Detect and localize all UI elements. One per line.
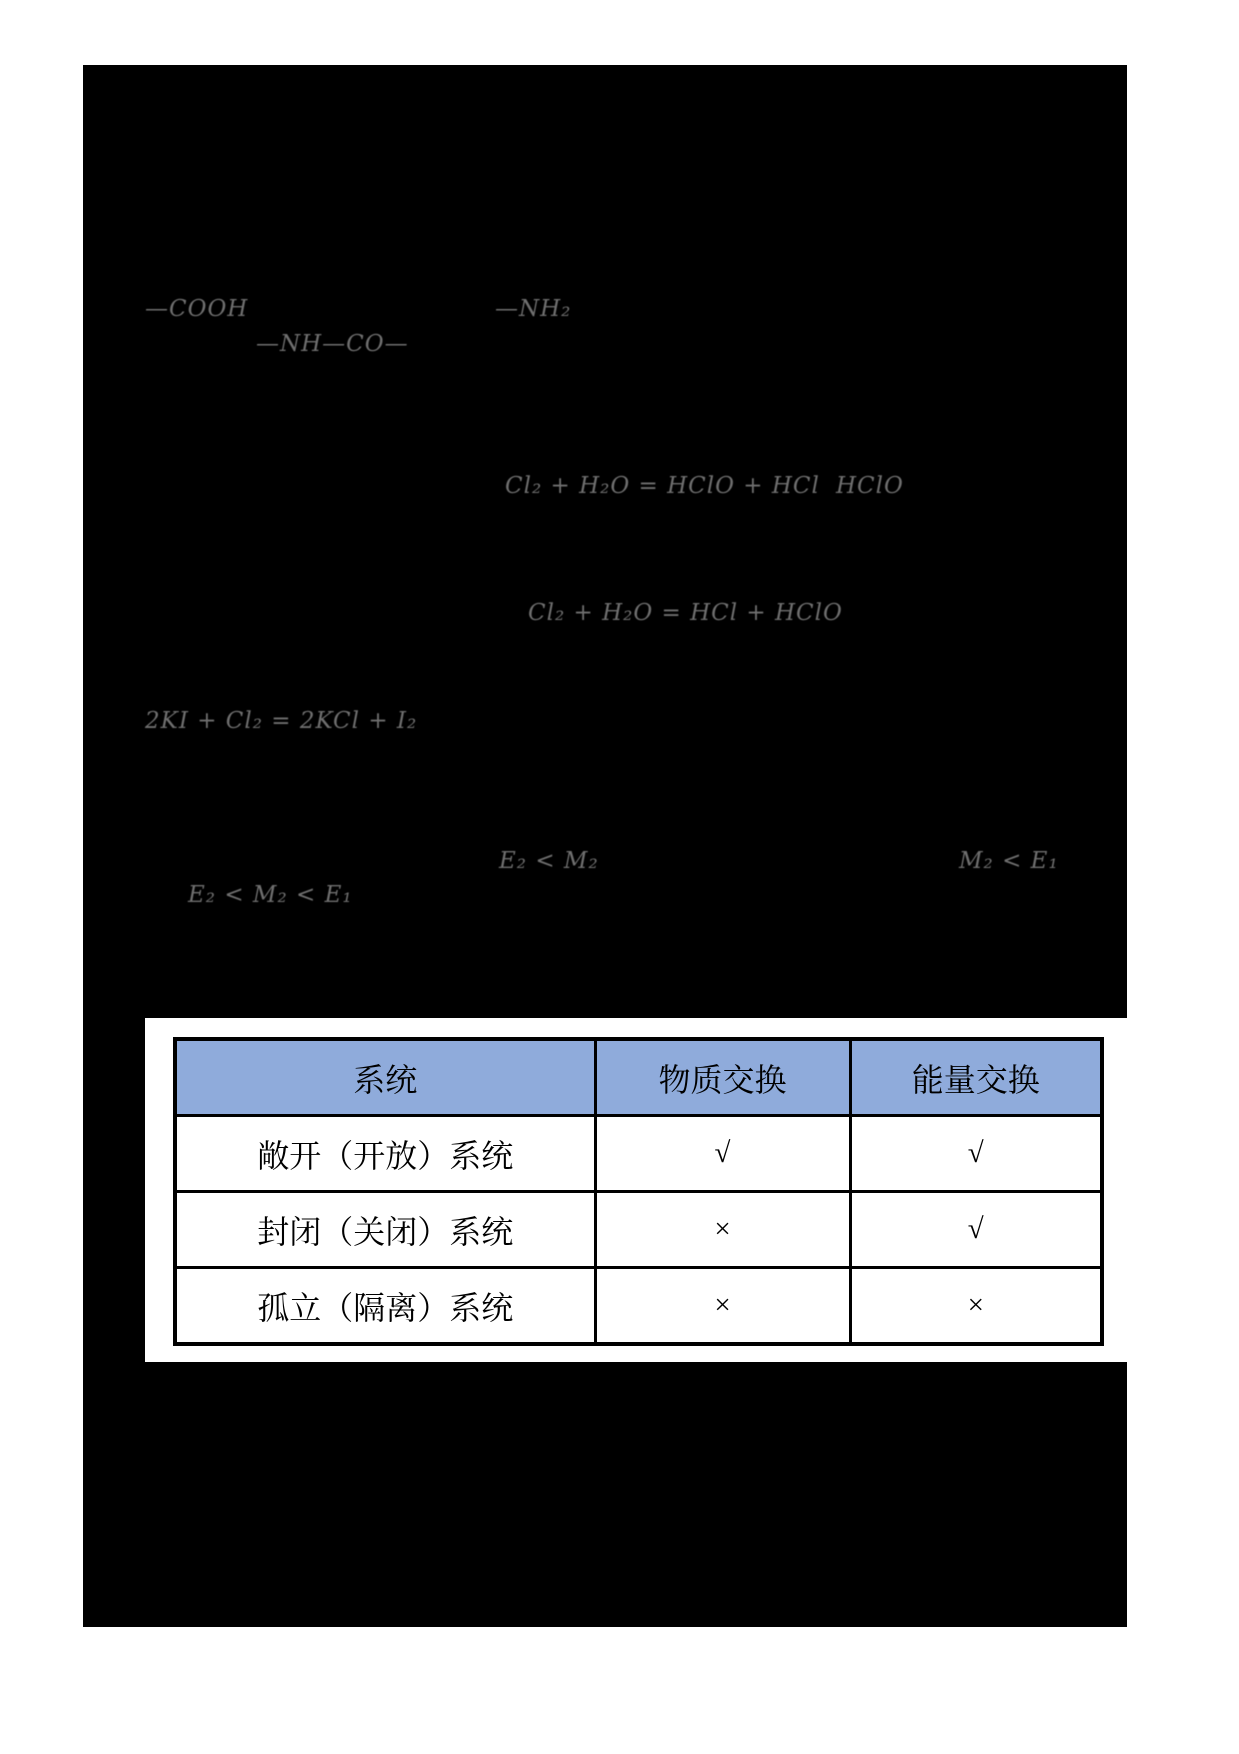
systems-table: [173, 1037, 1104, 1346]
cell-open-system-matter: √: [595, 1116, 850, 1192]
formula-chlorine-water: Cl₂ + H₂O = HClO + HCl: [505, 473, 820, 499]
header-matter-exchange: 物质交换: [595, 1039, 850, 1116]
table-row: [175, 1116, 1102, 1192]
cell-isolated-system-energy: ×: [850, 1268, 1102, 1345]
formula-inequality-right: M₂ < E₁: [959, 848, 1059, 874]
formula-hclo: HClO: [836, 473, 904, 499]
formula-inequality-combined: E₂ < M₂ < E₁: [188, 882, 353, 908]
header-system: 系统: [175, 1039, 595, 1116]
cell-isolated-system-matter: ×: [595, 1268, 850, 1345]
table-section: [145, 1018, 1239, 1362]
cell-closed-system-energy: √: [850, 1192, 1102, 1268]
cell-isolated-system-label: 孤立（隔离）系统: [175, 1268, 595, 1345]
formula-amino-group: —NH₂: [495, 296, 572, 322]
cell-open-system-label: 敞开（开放）系统: [175, 1116, 595, 1192]
header-energy-exchange: 能量交换: [850, 1039, 1102, 1116]
formula-carboxyl-group: —COOH: [145, 296, 249, 322]
cell-closed-system-label: 封闭（关闭）系统: [175, 1192, 595, 1268]
cell-open-system-energy: √: [850, 1116, 1102, 1192]
cell-closed-system-matter: ×: [595, 1192, 850, 1268]
table-row: [175, 1268, 1102, 1345]
table-header-row: [175, 1039, 1102, 1116]
formula-ki-chlorine: 2KI + Cl₂ = 2KCl + I₂: [145, 708, 418, 734]
formula-peptide-bond: —NH—CO—: [256, 331, 409, 357]
table-row: [175, 1192, 1102, 1268]
formula-inequality-left: E₂ < M₂: [499, 848, 599, 874]
formula-chlorine-water-2: Cl₂ + H₂O = HCl + HClO: [528, 600, 843, 626]
black-region: [83, 65, 1127, 1627]
